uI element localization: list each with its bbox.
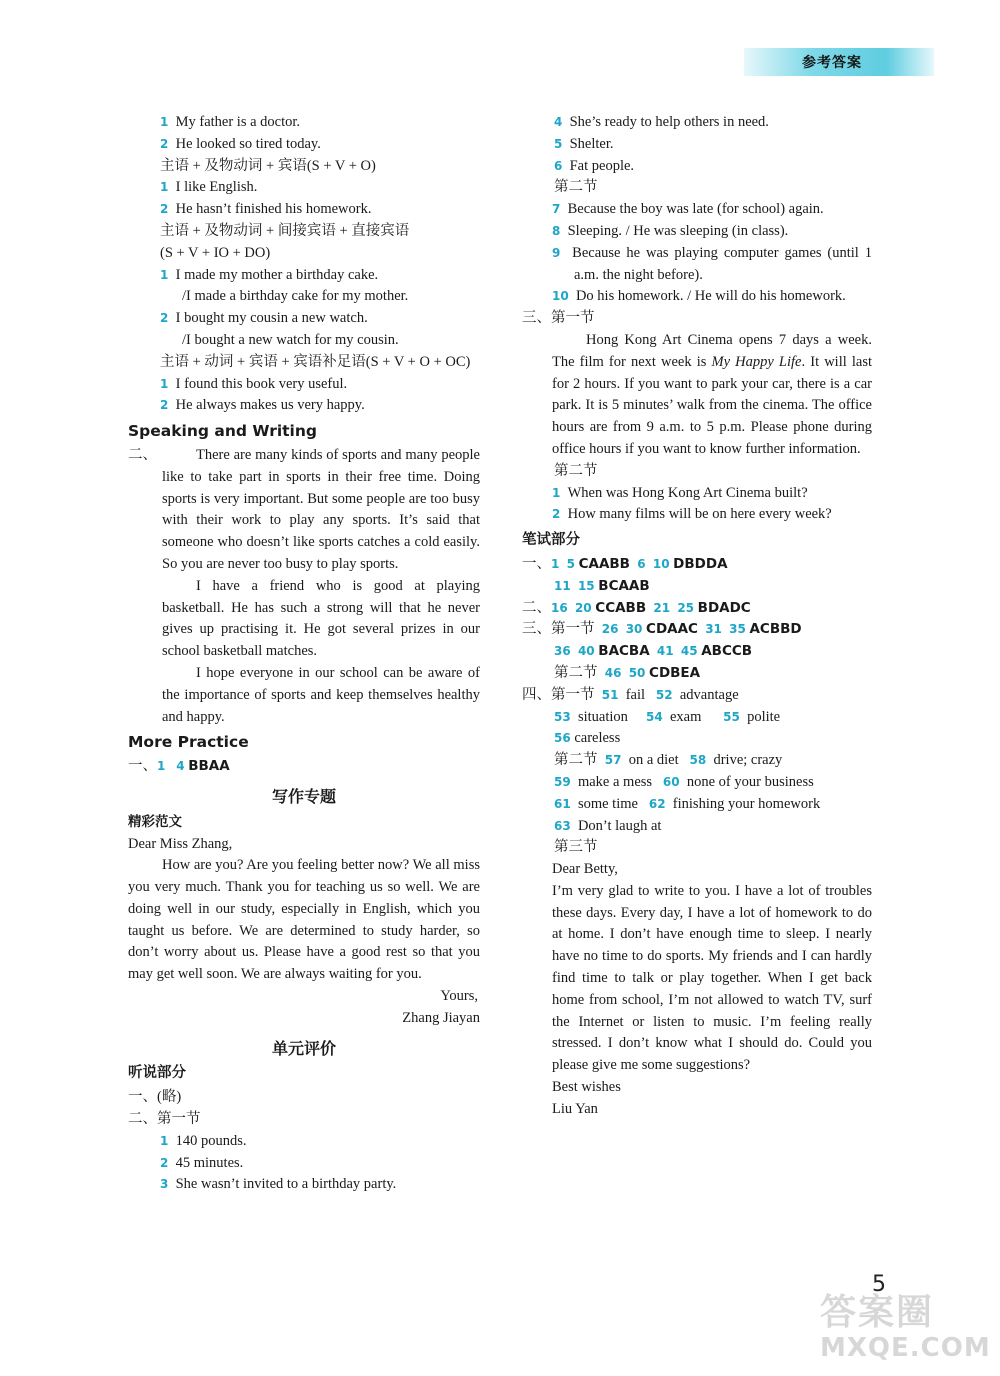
section-number: 二、 (128, 446, 157, 463)
letter-close: Best wishes (552, 1079, 621, 1096)
pattern-label: (S + V + IO + DO) (160, 244, 271, 261)
list-item: 2 He hasn’t finished his homework. (160, 201, 372, 218)
essay-paragraph: I have a friend who is good at playing basketball. He has such a strong will that he never gives up practising it. He got several prizes in our school basketball matches. (162, 577, 480, 660)
essay-paragraph: There are many kinds of sports and many people like to take part in sports in their free time. Doing sports is very important. But some people are too busy with their work to play any sports. It’s said that someone who doesn’t like sports catches a cold easily. So you are never too busy to play sports. (162, 446, 480, 572)
written-label: 笔试部分 (522, 532, 580, 549)
page-number: 5 (872, 1272, 886, 1297)
watermark-title: 答案圈 (820, 1292, 935, 1333)
answer-row: 61 some time 62 finishing your homework (554, 795, 821, 812)
answer-row: 56 careless (554, 730, 621, 747)
letter-greeting: Dear Miss Zhang, (128, 835, 233, 852)
letter-greeting: Dear Betty, (552, 861, 618, 878)
list-item: 1 When was Hong Kong Art Cinema built? (552, 484, 808, 501)
header-banner (744, 48, 934, 76)
answer-row: 二、16 20 CCABB 21 25 BDADC (522, 599, 751, 616)
answer-row: 四、第一节 51 fail 52 advantage (522, 686, 739, 703)
list-item: 1 140 pounds. (160, 1132, 247, 1149)
listen-label: 听说部分 (128, 1065, 186, 1082)
answer-row: 53 situation 54 exam 55 polite (554, 708, 781, 725)
letter-body: I’m very glad to write to you. I have a lot of troubles these days. Every day, I have a lot of homework to do at home. I don’t have enough time to sleep. I nearly have no time to do sports. My friends and I can hardly find time to talk or play together. When I get back home from school, I’m not allowed to watch TV, surf the Internet or listen to music. I’m feeling really stressed. I don’t know what I should do. Could you please give me some suggestions? (552, 882, 872, 1074)
pattern-label: 主语 + 动词 + 宾语 + 宾语补足语(S + V + O + OC) (160, 353, 471, 370)
answer-row: 一、1 5 CAABB 6 10 DBDDA (522, 555, 728, 572)
essay-paragraph: I hope everyone in our school can be aware of the importance of sports and keep themselves healthy and happy. (162, 664, 480, 725)
answer-row: 第二节 57 on a diet 58 drive; crazy (554, 752, 783, 769)
section-label: 第三节 (554, 839, 598, 856)
list-item: 9 Because he was playing computer games (until 1 a.m. the night before). (552, 244, 872, 283)
right-column (522, 112, 872, 1121)
list-item: 1 I made my mother a birthday cake. (160, 266, 379, 283)
answer-row: 三、第一节 (522, 310, 595, 327)
list-item: 1 I like English. (160, 179, 258, 196)
list-item-alt: /I made a birthday cake for my mother. (182, 288, 409, 305)
letter-body: How are you? Are you feeling better now? We all miss you very much. Thank you for teaching us so well. We are doing well in our study, especially in English, which you taught us before. We are determined to study harder, so don’t worry about us. Please have a good rest so that you may get well soon. We are always waiting for you. (128, 857, 480, 983)
left-column (128, 112, 480, 1196)
essay-block (128, 445, 480, 728)
answer-row: 36 40 BACBA 41 45 ABCCB (554, 643, 753, 660)
list-item: 2 I bought my cousin a new watch. (160, 310, 368, 327)
answer-row: 第二节 46 50 CDBEA (554, 664, 701, 681)
letter-signature: Zhang Jiayan (402, 1009, 480, 1026)
answer-row: 一、(略) (128, 1089, 182, 1106)
list-item: 2 45 minutes. (160, 1154, 244, 1171)
pattern-label: 主语 + 及物动词 + 间接宾语 + 直接宾语 (160, 222, 410, 239)
list-item-alt: /I bought a new watch for my cousin. (182, 331, 399, 348)
list-item: 10 Do his homework. / He will do his homework. (552, 288, 846, 305)
section-label: 第二节 (554, 179, 598, 196)
watermark (820, 1284, 991, 1363)
list-item: 4 She’s ready to help others in need. (554, 114, 769, 130)
answer-row: 63 Don’t laugh at (554, 817, 662, 834)
section-label: 第二节 (554, 462, 598, 479)
answer-row: 三、第一节 26 30 CDAAC 31 35 ACBBD (522, 621, 802, 638)
answer-row: 一、1 4 BBAA (128, 758, 230, 775)
list-item: 2 He always makes us very happy. (160, 397, 365, 414)
letter-signature: Liu Yan (552, 1100, 598, 1117)
unit-title: 单元评价 (271, 1038, 336, 1058)
list-item: 2 How many films will be on here every week? (552, 506, 832, 523)
answer-row: 59 make a mess 60 none of your business (554, 773, 814, 790)
list-item: 3 She wasn’t invited to a birthday party. (160, 1176, 397, 1193)
list-item: 7 Because the boy was late (for school) again. (552, 201, 824, 218)
list-item: 8 Sleeping. / He was sleeping (in class). (552, 222, 789, 239)
header-label: 参考答案 (802, 55, 862, 71)
list-item: 2 He looked so tired today. (160, 135, 321, 152)
essay-label: 精彩范文 (128, 813, 182, 830)
writing-title: 写作专题 (271, 786, 336, 806)
letter-close: Yours, (440, 988, 478, 1005)
watermark-url: MXQE.COM (820, 1333, 991, 1363)
answer-row: 二、第一节 (128, 1111, 201, 1128)
pattern-label: 主语 + 及物动词 + 宾语(S + V + O) (160, 157, 376, 174)
section-title: Speaking and Writing (128, 422, 317, 441)
list-item: 6 Fat people. (554, 157, 635, 174)
section-title: More Practice (128, 733, 249, 752)
list-item: 1 I found this book very useful. (160, 375, 348, 392)
list-item: 1 My father is a doctor. (160, 114, 301, 130)
answer-row: 11 15 BCAAB (554, 577, 650, 594)
passage: Hong Kong Art Cinema opens 7 days a week. The film for next week is My Happy Life. It will last for 2 hours. If you want to park your car, there is a car park. It is 5 minutes’ walk from the cinema. The office hours are from 9 a.m. to 5 p.m. Please phone during office hours if you want to know further information. (552, 331, 873, 457)
list-item: 5 Shelter. (554, 135, 614, 152)
